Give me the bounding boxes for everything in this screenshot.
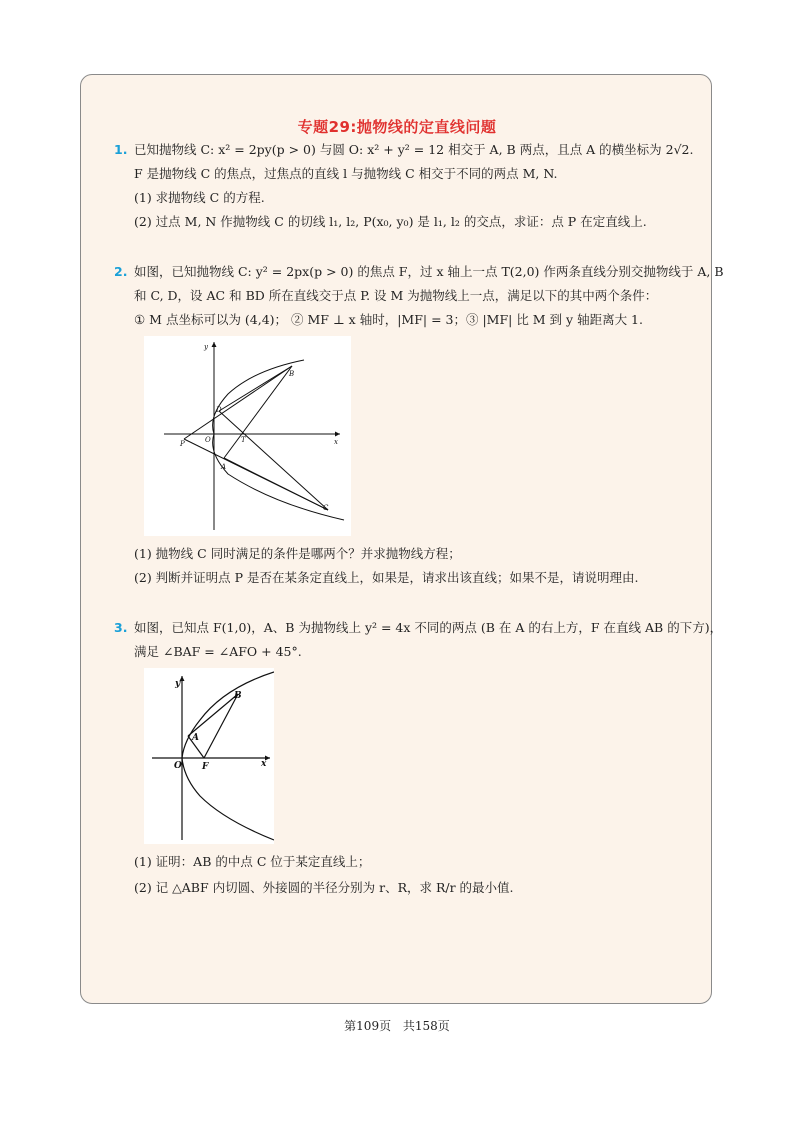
segment-d-b: [219, 366, 295, 411]
problem-3-figure: [144, 668, 274, 844]
segment-b-a: [224, 366, 295, 458]
segment-a-c: [224, 458, 328, 510]
problem-3-line-1: 如图，已知点 F(1,0)，A、B 为抛物线上 y² = 4x 不同的两点 (B 在 A 的右上方，F 在直线 AB 的下方)，: [134, 620, 723, 635]
fig2-label-c: C: [323, 504, 329, 512]
problem-1-line-1: 已知抛物线 C: x² = 2py(p > 0) 与圆 O: x² + y² = 12 相交于 A, B 两点，且点 A 的横坐标为 2√2.: [134, 142, 694, 157]
segment-b-f: [204, 694, 238, 758]
fig3-label-o: O: [174, 761, 182, 771]
fig2-label-d: D: [216, 406, 222, 414]
fig2-label-x: x: [334, 438, 338, 446]
problem-2-line-5: (2) 判断并证明点 P 是否在某条定直线上，如果是，请求出该直线；如果不是，请说明理由.: [134, 570, 639, 585]
fig3-label-f: F: [202, 762, 209, 772]
problem-1-line-4: (2) 过点 M, N 作抛物线 C 的切线 l₁, l₂, P(x₀, y₀) 是 l₁, l₂ 的交点，求证：点 P 在定直线上.: [134, 214, 647, 229]
segment-d-c: [219, 411, 328, 510]
problem-1-line-2: F 是抛物线 C 的焦点，过焦点的直线 l 与抛物线 C 相交于不同的两点 M, N.: [134, 166, 558, 181]
page-title: 专题29:抛物线的定直线问题: [297, 118, 497, 136]
fig2-label-o: O: [205, 436, 211, 444]
problem-1-line-3: (1) 求抛物线 C 的方程.: [134, 190, 265, 205]
fig2-label-b: B: [289, 370, 295, 378]
segment-a-b: [188, 694, 238, 736]
fig3-label-x: x: [261, 759, 267, 769]
page-total: 共158页: [402, 1019, 450, 1033]
fig2-label-a: A: [221, 463, 227, 471]
fig2-label-t: T: [241, 436, 246, 444]
problem-3-line-3: (1) 证明：AB 的中点 C 位于某定直线上；: [134, 854, 371, 869]
problem-2-line-1: 如图，已知抛物线 C: y² = 2px(p > 0) 的焦点 F，过 x 轴上一点 T(2,0) 作两条直线分别交抛物线于 A, B: [134, 264, 724, 279]
problem-2-number: 2.: [114, 264, 128, 279]
problem-3-line-4: (2) 记 △ABF 内切圆、外接圆的半径分别为 r、R，求 R/r 的最小值.: [134, 880, 514, 895]
parabola: [182, 672, 274, 840]
page-footer: [0, 1017, 794, 1034]
problem-2-line-2: 和 C, D，设 AC 和 BD 所在直线交于点 P. 设 M 为抛物线上一点，满足以下的其中两个条件：: [134, 288, 658, 303]
fig3-label-y: y: [175, 679, 181, 689]
problem-1-number: 1.: [114, 142, 128, 157]
fig2-label-p: P: [180, 440, 185, 448]
fig3-label-b: B: [234, 691, 242, 701]
problem-3-number: 3.: [114, 620, 128, 635]
problem-2-figure: [144, 336, 351, 536]
problem-2-line-3: ① M 点坐标可以为 (4,4)； ② MF ⊥ x 轴时，|MF| = 3；③ |MF| 比 M 到 y 轴距离大 1.: [134, 312, 643, 327]
problem-3-line-2: 满足 ∠BAF = ∠AFO + 45°.: [134, 644, 302, 659]
problem-2-line-4: (1) 抛物线 C 同时满足的条件是哪两个？并求抛物线方程；: [134, 546, 461, 561]
page-number: 第109页: [344, 1019, 392, 1033]
fig2-label-y: y: [204, 343, 208, 351]
fig3-label-a: A: [192, 733, 199, 743]
